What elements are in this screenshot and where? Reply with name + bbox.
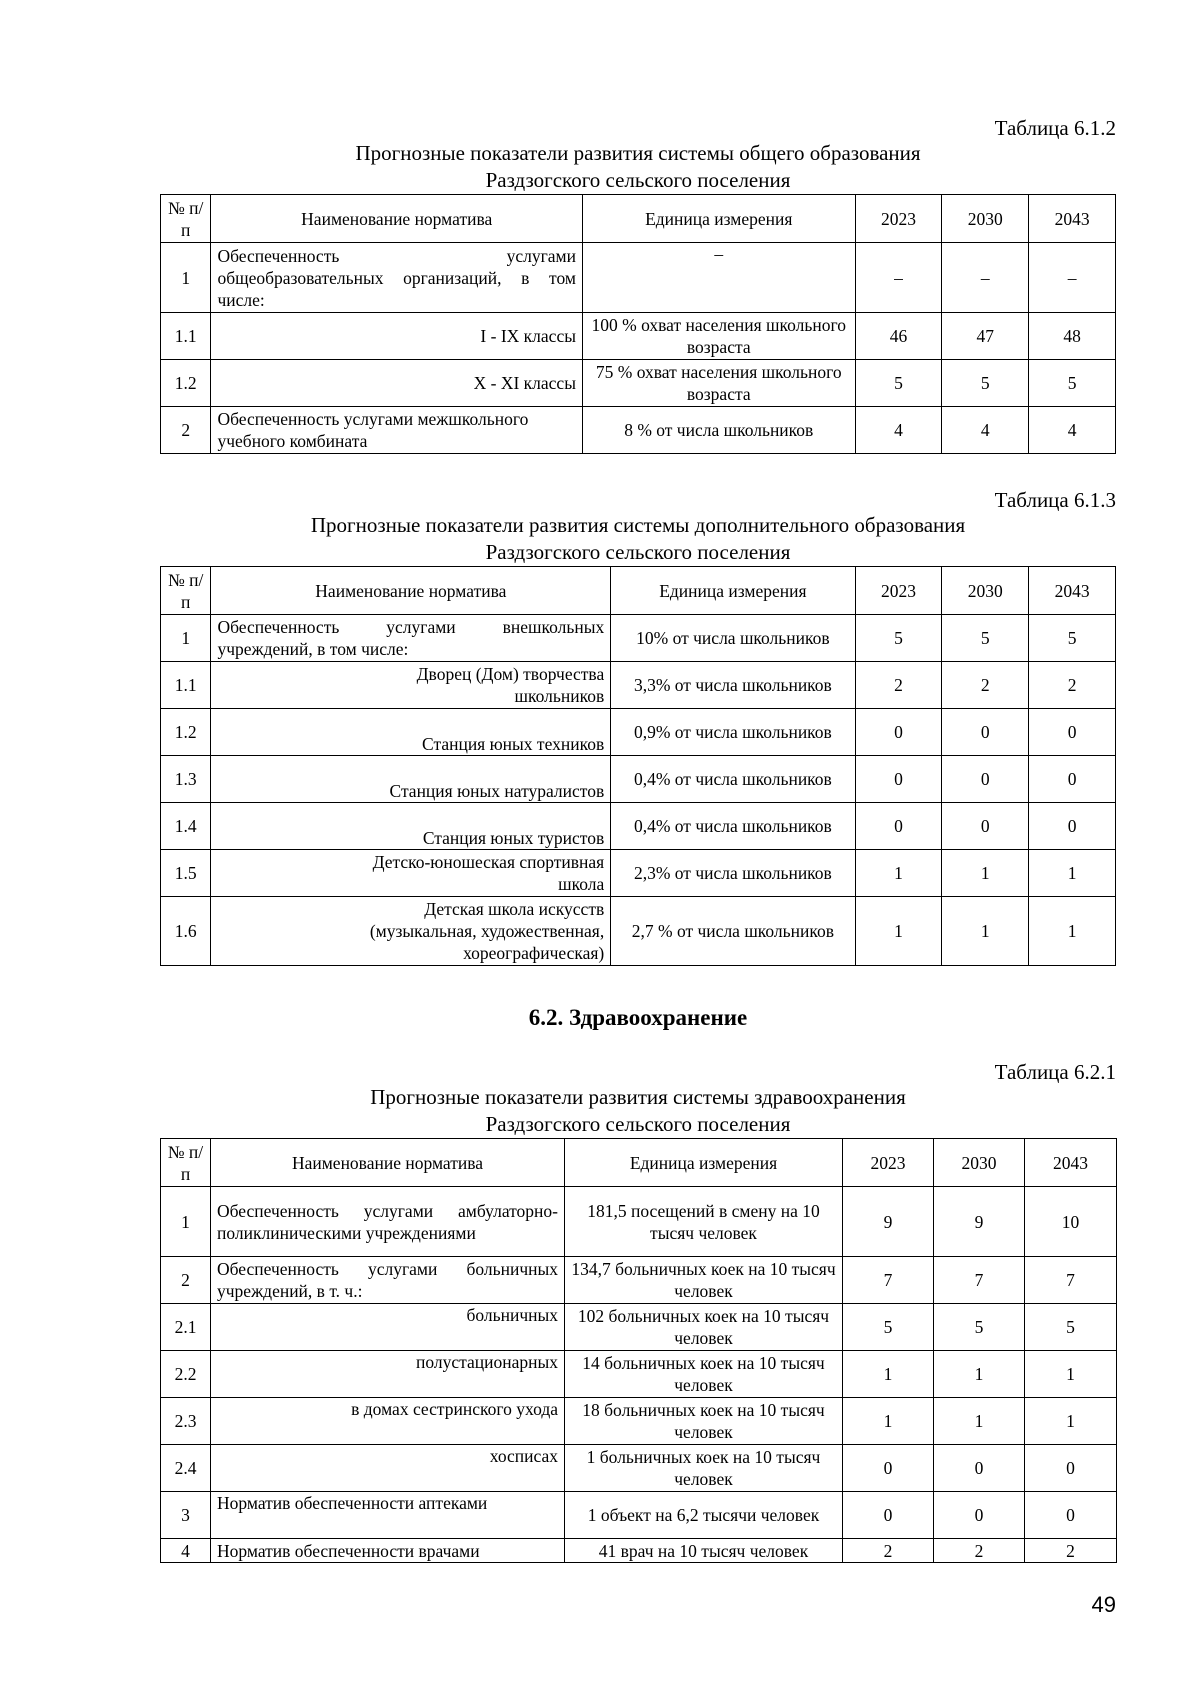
- header-name: Наименование норматива: [211, 1139, 565, 1187]
- header-2030: 2030: [934, 1139, 1025, 1187]
- table-row: [161, 756, 1116, 803]
- row-2030: 7: [934, 1257, 1025, 1304]
- row-2023: –: [855, 243, 942, 313]
- row-unit: 0,4% от числа школьников: [611, 756, 855, 803]
- table-row: [161, 1492, 1117, 1539]
- row-name: I - IX классы: [211, 313, 583, 360]
- row-unit: 3,3% от числа школьников: [611, 662, 855, 709]
- table-block-general-education: [160, 116, 1116, 454]
- row-num: 1.4: [161, 803, 211, 850]
- table-title-line2: Раздзогского сельского поселения: [485, 540, 791, 564]
- table-row: [161, 313, 1116, 360]
- row-num: 2.4: [161, 1445, 211, 1492]
- row-2043: 0: [1029, 756, 1116, 803]
- header-2043: 2043: [1025, 1139, 1117, 1187]
- row-num: 3: [161, 1492, 211, 1539]
- row-2043: 7: [1025, 1257, 1117, 1304]
- row-2043: 1: [1025, 1351, 1117, 1398]
- row-2023: 5: [855, 615, 942, 662]
- table-title-line1: Прогнозные показатели развития системы общего образования: [355, 141, 921, 165]
- row-num: 1.2: [161, 360, 211, 407]
- row-name: Станция юных натуралистов: [211, 756, 611, 803]
- row-name: полустационарных: [211, 1351, 565, 1398]
- table-row: [161, 360, 1116, 407]
- row-2023: 5: [855, 360, 942, 407]
- row-num: 2.2: [161, 1351, 211, 1398]
- row-2023: 1: [843, 1398, 934, 1445]
- table-title-line1: Прогнозные показатели развития системы дополнительного образования: [310, 513, 966, 537]
- healthcare-table: [160, 1138, 1117, 1563]
- row-2023: 2: [843, 1539, 934, 1563]
- row-2023: 4: [855, 407, 942, 454]
- row-2030: –: [942, 243, 1029, 313]
- row-2030: 9: [934, 1187, 1025, 1257]
- row-2043: 2: [1025, 1539, 1117, 1563]
- row-2023: 0: [855, 756, 942, 803]
- row-2043: 1: [1029, 850, 1116, 897]
- row-name: Норматив обеспеченности врачами: [211, 1539, 565, 1563]
- row-2030: 0: [942, 709, 1029, 756]
- row-num: 1.1: [161, 662, 211, 709]
- row-2030: 0: [942, 803, 1029, 850]
- row-2043: 1: [1025, 1398, 1117, 1445]
- header-num: № п/п: [161, 1139, 211, 1187]
- table-block-additional-education: [160, 488, 1116, 966]
- row-num: 1.5: [161, 850, 211, 897]
- table-row: [161, 1539, 1117, 1563]
- table-row: [161, 615, 1116, 662]
- header-name: Наименование норматива: [211, 195, 583, 243]
- row-name: хосписах: [211, 1445, 565, 1492]
- row-name: больничных: [211, 1304, 565, 1351]
- row-num: 1.3: [161, 756, 211, 803]
- table-header-row: [161, 195, 1116, 243]
- row-num: 1.1: [161, 313, 211, 360]
- table-row: [161, 407, 1116, 454]
- table-row: [161, 1187, 1117, 1257]
- row-unit: 1 объект на 6,2 тысячи человек: [565, 1492, 843, 1539]
- row-2043: 5: [1029, 615, 1116, 662]
- header-name: Наименование норматива: [211, 567, 611, 615]
- header-2023: 2023: [855, 195, 942, 243]
- row-2023: 0: [855, 803, 942, 850]
- section-heading: 6.2. Здравоохранение: [528, 1005, 748, 1030]
- row-num: 2.1: [161, 1304, 211, 1351]
- page-number: 49: [1091, 1592, 1116, 1617]
- table-block-healthcare: [160, 1060, 1116, 1563]
- header-2043: 2043: [1029, 195, 1116, 243]
- row-2030: 0: [934, 1445, 1025, 1492]
- row-name: Дворец (Дом) творчества школьников: [211, 662, 611, 709]
- header-2043: 2043: [1029, 567, 1116, 615]
- row-unit: 10% от числа школьников: [611, 615, 855, 662]
- row-num: 1: [161, 243, 211, 313]
- row-2023: 1: [855, 850, 942, 897]
- row-num: 2: [161, 1257, 211, 1304]
- row-num: 2.3: [161, 1398, 211, 1445]
- row-unit: 102 больничных коек на 10 тысяч человек: [565, 1304, 843, 1351]
- row-unit: 2,7 % от числа школьников: [611, 897, 855, 966]
- table-title-line1: Прогнозные показатели развития системы здравоохранения: [370, 1085, 906, 1109]
- row-2043: 0: [1029, 803, 1116, 850]
- row-unit: 100 % охват населения школьного возраста: [582, 313, 855, 360]
- row-2023: 0: [843, 1445, 934, 1492]
- row-2030: 2: [934, 1539, 1025, 1563]
- row-2043: 0: [1029, 709, 1116, 756]
- row-2030: 0: [934, 1492, 1025, 1539]
- table-label: Таблица 6.1.2: [994, 116, 1116, 140]
- row-2030: 0: [942, 756, 1029, 803]
- row-2043: 4: [1029, 407, 1116, 454]
- row-unit: 75 % охват населения школьного возраста: [582, 360, 855, 407]
- table-row: [161, 1257, 1117, 1304]
- table-row: [161, 1398, 1117, 1445]
- row-name: Станция юных техников: [211, 709, 611, 756]
- header-2023: 2023: [843, 1139, 934, 1187]
- header-num: № п/п: [161, 195, 211, 243]
- row-unit: 2,3% от числа школьников: [611, 850, 855, 897]
- row-2023: 0: [855, 709, 942, 756]
- row-2030: 5: [942, 360, 1029, 407]
- row-2023: 1: [843, 1351, 934, 1398]
- header-2030: 2030: [942, 567, 1029, 615]
- row-2043: 48: [1029, 313, 1116, 360]
- row-name: Норматив обеспеченности аптеками: [211, 1492, 565, 1539]
- row-num: 1: [161, 1187, 211, 1257]
- row-2023: 9: [843, 1187, 934, 1257]
- row-num: 1.2: [161, 709, 211, 756]
- row-2030: 4: [942, 407, 1029, 454]
- row-2023: 1: [855, 897, 942, 966]
- row-unit: 8 % от числа школьников: [582, 407, 855, 454]
- row-2023: 7: [843, 1257, 934, 1304]
- row-2043: 5: [1029, 360, 1116, 407]
- row-num: 1.6: [161, 897, 211, 966]
- row-2030: 47: [942, 313, 1029, 360]
- row-name: Обеспеченность услугами межшкольного учебного комбината: [211, 407, 583, 454]
- row-unit: 134,7 больничных коек на 10 тысяч человек: [565, 1257, 843, 1304]
- row-2043: –: [1029, 243, 1116, 313]
- row-2023: 0: [843, 1492, 934, 1539]
- row-unit: –: [582, 243, 855, 313]
- row-name: Обеспеченность услугами амбулаторно-поликлиническими учреждениями: [211, 1187, 565, 1257]
- row-2030: 1: [934, 1351, 1025, 1398]
- row-name: Детско-юношеская спортивная школа: [211, 850, 611, 897]
- row-name: Детская школа искусств (музыкальная, художественная, хореографическая): [211, 897, 611, 966]
- row-2043: 1: [1029, 897, 1116, 966]
- general-education-table: [160, 194, 1116, 454]
- table-header-row: [161, 567, 1116, 615]
- table-row: [161, 1445, 1117, 1492]
- row-2030: 5: [942, 615, 1029, 662]
- header-unit: Единица измерения: [611, 567, 855, 615]
- additional-education-table: [160, 566, 1116, 966]
- row-2023: 46: [855, 313, 942, 360]
- row-name: X - XI классы: [211, 360, 583, 407]
- table-row: [161, 1351, 1117, 1398]
- row-2030: 1: [942, 850, 1029, 897]
- table-row: [161, 662, 1116, 709]
- row-unit: 181,5 посещений в смену на 10 тысяч человек: [565, 1187, 843, 1257]
- table-header-row: [161, 1139, 1117, 1187]
- row-2030: 2: [942, 662, 1029, 709]
- row-unit: 1 больничных коек на 10 тысяч человек: [565, 1445, 843, 1492]
- table-label: Таблица 6.2.1: [994, 1060, 1116, 1084]
- table-label: Таблица 6.1.3: [994, 488, 1116, 512]
- row-2023: 2: [855, 662, 942, 709]
- table-row: [161, 803, 1116, 850]
- table-title-line2: Раздзогского сельского поселения: [485, 168, 791, 192]
- row-num: 4: [161, 1539, 211, 1563]
- header-unit: Единица измерения: [565, 1139, 843, 1187]
- header-num: № п/п: [161, 567, 211, 615]
- row-name: Обеспеченность услугами общеобразовательных организаций, в том числе:: [211, 243, 583, 313]
- row-num: 2: [161, 407, 211, 454]
- table-title-line2: Раздзогского сельского поселения: [485, 1112, 791, 1136]
- row-2030: 1: [934, 1398, 1025, 1445]
- table-row: [161, 897, 1116, 966]
- row-2030: 1: [942, 897, 1029, 966]
- row-num: 1: [161, 615, 211, 662]
- table-row: [161, 1304, 1117, 1351]
- row-unit: 0,4% от числа школьников: [611, 803, 855, 850]
- row-name: Станция юных туристов: [211, 803, 611, 850]
- row-unit: 14 больничных коек на 10 тысяч человек: [565, 1351, 843, 1398]
- row-2043: 2: [1029, 662, 1116, 709]
- row-name: Обеспеченность услугами больничных учреждений, в т. ч.:: [211, 1257, 565, 1304]
- row-2043: 0: [1025, 1492, 1117, 1539]
- row-name: в домах сестринского ухода: [211, 1398, 565, 1445]
- header-unit: Единица измерения: [582, 195, 855, 243]
- row-2030: 5: [934, 1304, 1025, 1351]
- row-name: Обеспеченность услугами внешкольных учреждений, в том числе:: [211, 615, 611, 662]
- row-unit: 41 врач на 10 тысяч человек: [565, 1539, 843, 1563]
- table-row: [161, 709, 1116, 756]
- row-2023: 5: [843, 1304, 934, 1351]
- header-2023: 2023: [855, 567, 942, 615]
- row-2043: 0: [1025, 1445, 1117, 1492]
- row-2043: 10: [1025, 1187, 1117, 1257]
- row-2043: 5: [1025, 1304, 1117, 1351]
- table-row: [161, 850, 1116, 897]
- header-2030: 2030: [942, 195, 1029, 243]
- row-unit: 0,9% от числа школьников: [611, 709, 855, 756]
- row-unit: 18 больничных коек на 10 тысяч человек: [565, 1398, 843, 1445]
- table-row: [161, 243, 1116, 313]
